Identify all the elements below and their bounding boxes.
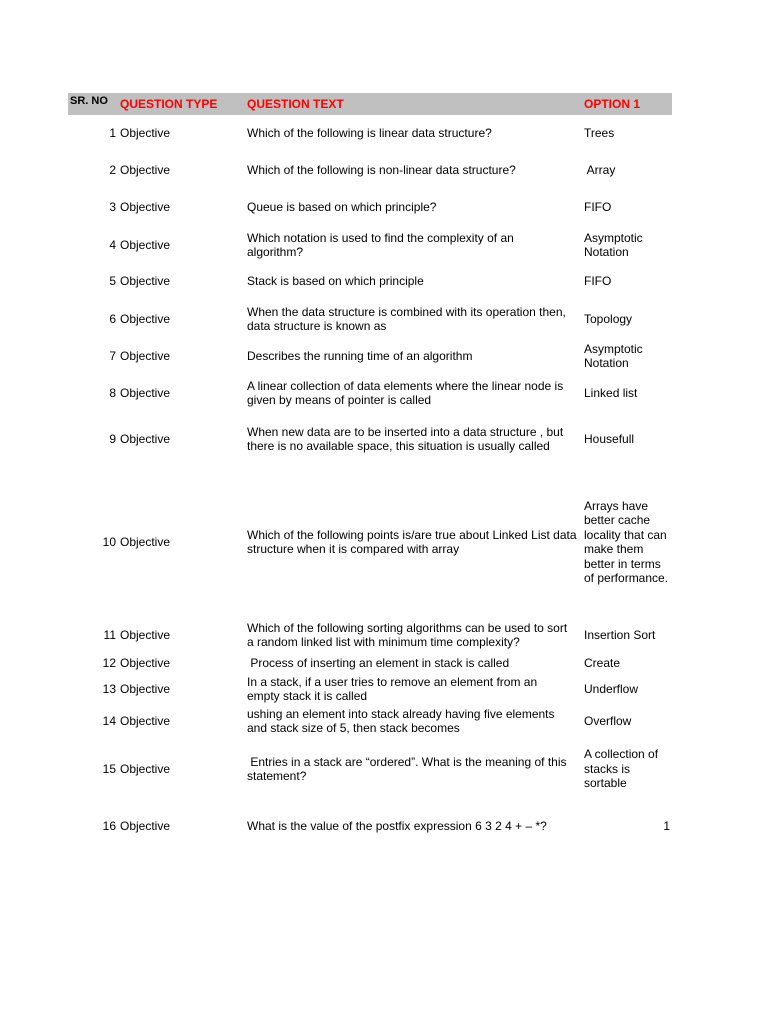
row-option-1: Arrays have better cache locality that can make them better in terms of performance. (584, 498, 669, 585)
table-row (68, 619, 672, 651)
row-question-type: Objective (120, 681, 171, 696)
table-header (68, 93, 672, 115)
row-number: 16 (102, 818, 116, 833)
table-row (68, 377, 672, 409)
table-row (68, 674, 672, 704)
row-question-text: Which of the following sorting algorithms can be used to sort a random linked list with minimum time complexity? (247, 620, 568, 649)
row-option-1: Linked list (584, 385, 638, 400)
row-question-type: Objective (120, 237, 171, 252)
row-question-text: Which of the following points is/are true about Linked List data structure when it is compared with array (247, 527, 577, 556)
header-sr-no: SR. NO (70, 95, 108, 107)
row-question-text: ushing an element into stack already having five elements and stack size of 5, then stack becomes (247, 706, 555, 735)
row-number: 9 (109, 431, 116, 446)
row-question-type: Objective (120, 713, 171, 728)
row-option-1: Trees (584, 125, 615, 140)
row-question-type: Objective (120, 348, 171, 363)
row-option-1: Array (584, 162, 616, 177)
row-option-1: Asymptotic Notation (584, 341, 643, 370)
row-question-text: Process of inserting an element in stack is called (247, 655, 510, 670)
header-question-type: QUESTION TYPE (120, 97, 218, 111)
row-option-1: Underflow (584, 681, 639, 696)
question-sheet (68, 93, 672, 833)
row-number: 6 (109, 311, 116, 326)
table-row (68, 706, 672, 736)
row-question-type: Objective (120, 385, 171, 400)
row-option-1: Topology (584, 311, 633, 326)
header-option-1: OPTION 1 (584, 97, 641, 111)
row-question-text: Which notation is used to find the complexity of an algorithm? (247, 230, 514, 259)
row-question-type: Objective (120, 273, 171, 288)
row-question-type: Objective (120, 655, 171, 670)
table-row (68, 416, 672, 462)
row-option-1: Asymptotic Notation (584, 230, 643, 259)
row-option-1: Housefull (584, 431, 635, 446)
row-option-1: Insertion Sort (584, 627, 656, 642)
table-row (68, 156, 672, 184)
row-question-text: A linear collection of data elements where the linear node is given by means of pointer is called (247, 378, 564, 407)
table-row (68, 119, 672, 147)
row-question-text: Which of the following is non-linear data structure? (247, 162, 516, 177)
row-question-text: When new data are to be inserted into a data structure , but there is no available space, this situation is usually called (247, 424, 564, 453)
row-number: 5 (109, 273, 116, 288)
row-number: 11 (103, 627, 116, 642)
row-question-type: Objective (120, 534, 171, 549)
row-question-text: Entries in a stack are “ordered”. What is the meaning of this statement? (247, 754, 570, 783)
row-question-type: Objective (120, 431, 171, 446)
row-number: 8 (109, 385, 116, 400)
table-row (68, 193, 672, 221)
row-number: 12 (102, 655, 116, 670)
header-question-text: QUESTION TEXT (247, 97, 344, 111)
row-number: 14 (102, 713, 116, 728)
row-question-text: Describes the running time of an algorithm (247, 348, 473, 363)
row-question-text: When the data structure is combined with its operation then, data structure is known as (247, 304, 566, 333)
table-row (68, 341, 672, 371)
row-option-1: A collection of stacks is sortable (584, 747, 659, 791)
row-question-type: Objective (120, 125, 171, 140)
row-number: 15 (102, 761, 116, 776)
table-row (68, 746, 672, 792)
table-row (68, 654, 672, 672)
table-row (68, 267, 672, 295)
row-number: 7 (109, 348, 116, 363)
table-row (68, 303, 672, 335)
row-question-text: In a stack, if a user tries to remove an element from an empty stack it is called (247, 674, 538, 703)
row-question-type: Objective (120, 627, 171, 642)
table-row (68, 229, 672, 261)
row-number: 3 (109, 199, 116, 214)
row-question-type: Objective (120, 162, 171, 177)
row-question-text: Stack is based on which principle (247, 273, 424, 288)
row-question-type: Objective (120, 199, 171, 214)
row-question-type: Objective (120, 761, 171, 776)
row-option-1: Create (584, 655, 621, 670)
row-question-text: What is the value of the postfix expression 6 3 2 4 + – *? (247, 818, 547, 833)
row-option-1: FIFO (584, 273, 612, 288)
table-row (68, 489, 672, 595)
row-option-1: Overflow (584, 713, 632, 728)
table-row (68, 813, 672, 839)
row-number: 13 (102, 681, 116, 696)
row-option-1: FIFO (584, 199, 612, 214)
row-question-type: Objective (120, 311, 171, 326)
row-number: 2 (109, 162, 116, 177)
row-number: 1 (109, 125, 116, 140)
row-question-text: Which of the following is linear data structure? (247, 125, 492, 140)
row-option-1: 1 (663, 818, 670, 833)
row-question-type: Objective (120, 818, 171, 833)
row-question-text: Queue is based on which principle? (247, 199, 437, 214)
row-number: 4 (109, 237, 116, 252)
row-number: 10 (102, 534, 116, 549)
